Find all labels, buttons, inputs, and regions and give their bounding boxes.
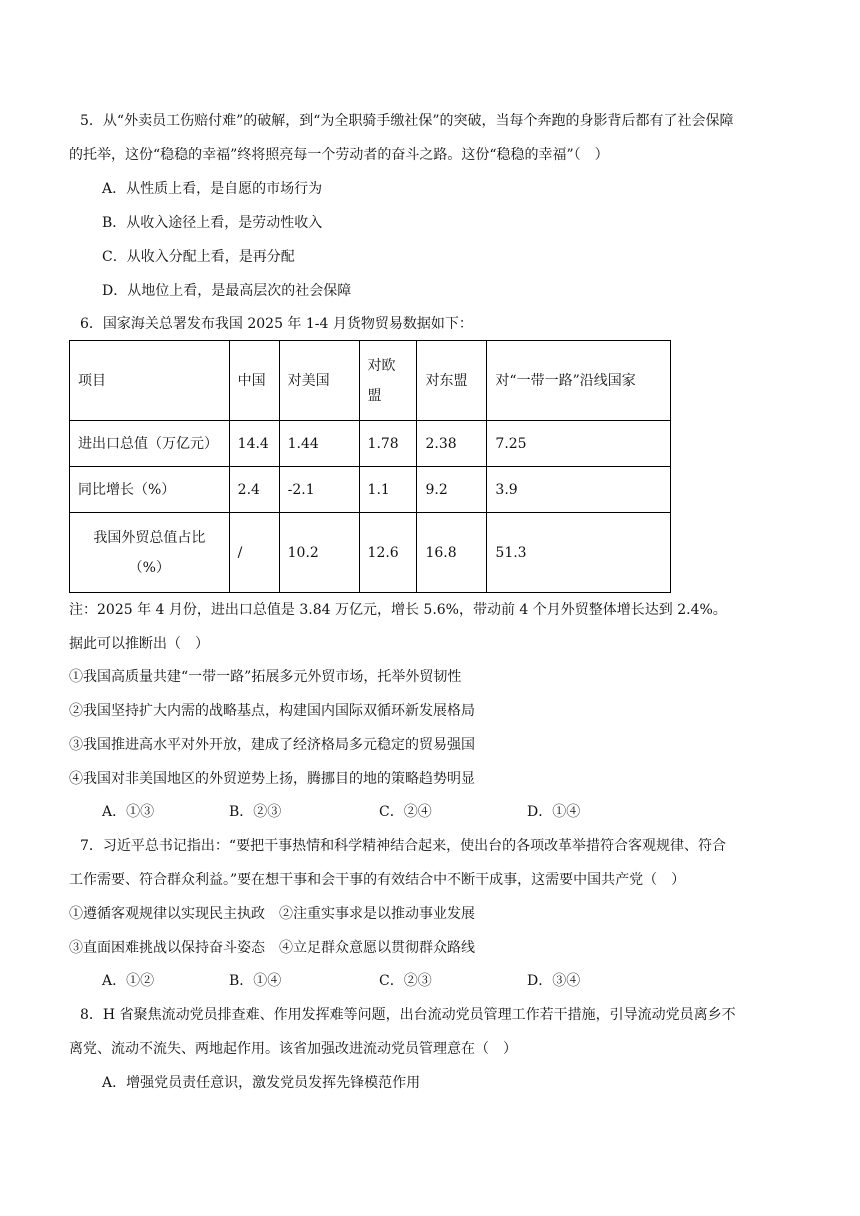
table-row xyxy=(70,467,671,513)
q5-option-a: A．从性质上看，是自愿的市场行为 xyxy=(102,181,323,197)
q5-option-b: B．从收入途径上看，是劳动性收入 xyxy=(102,215,323,231)
row2-china: 2.4 xyxy=(229,467,279,513)
header-china: 中国 xyxy=(229,341,279,421)
row1-eu: 1.78 xyxy=(359,421,417,467)
row2-belt-road: 3.9 xyxy=(487,467,671,513)
q8-option-a: A．增强党员责任意识，激发党员发挥先锋模范作用 xyxy=(102,1075,421,1091)
header-belt-road: 对“一带一路”沿线国家 xyxy=(487,341,671,421)
q6-note: 注：2025 年 4 月份，进出口总值是 3.84 万亿元，增长 5.6%，带动前 4 个月外贸整体增长达到 2.4%。 xyxy=(69,602,727,618)
q6-option-d: D．①④ xyxy=(527,804,581,820)
q6-option-a: A．①③ xyxy=(102,804,155,820)
q8-stem-line1: 8．H 省聚焦流动党员排查难、作用发挥难等问题，出台流动党员管理工作若干措施，引导流动党员离乡不 xyxy=(80,1007,736,1023)
q7-statements-row1: ①遵循客观规律以实现民主执政 ②注重实事求是以推动事业发展 xyxy=(69,906,475,922)
header-eu-line1: 对欧 xyxy=(367,357,396,374)
row1-usa: 1.44 xyxy=(279,421,359,467)
row3-asean: 16.8 xyxy=(417,513,487,593)
q6-intro: 6．国家海关总署发布我国 2025 年 1-4 月货物贸易数据如下： xyxy=(80,316,473,332)
q5-stem-line1: 5．从“外卖员工伤赔付难”的破解，到“为全职骑手缴社保”的突破，当每个奔跑的身影背后都有了社会保障 xyxy=(80,113,734,129)
row3-eu: 12.6 xyxy=(359,513,417,593)
q6-option-b: B．②③ xyxy=(229,804,282,820)
q6-statement-4: ④我国对非美国地区的外贸逆势上扬，腾挪目的地的策略趋势明显 xyxy=(69,771,475,787)
q6-statement-3: ③我国推进高水平对外开放，建成了经济格局多元稳定的贸易强国 xyxy=(69,737,475,753)
row1-belt-road: 7.25 xyxy=(487,421,671,467)
q7-statements-row2: ③直面困难挑战以保持奋斗姿态 ④立足群众意愿以贯彻群众路线 xyxy=(69,940,475,956)
row2-label: 同比增长（%） xyxy=(70,467,230,513)
row1-china: 14.4 xyxy=(229,421,279,467)
q5-option-d: D．从地位上看，是最高层次的社会保障 xyxy=(102,283,352,299)
header-eu-line2: 盟 xyxy=(367,387,382,404)
q6-question: 据此可以推断出（ ） xyxy=(69,636,209,652)
row3-label-line2: （%） xyxy=(128,559,170,576)
table-row xyxy=(70,421,671,467)
q7-stem-line1: 7．习近平总书记指出：“要把干事热情和科学精神结合起来，使出台的各项改革举措符合客观规律、符合 xyxy=(80,838,727,854)
row3-label xyxy=(70,513,230,593)
q6-statement-1: ①我国高质量共建“一带一路”拓展多元外贸市场，托举外贸韧性 xyxy=(69,669,462,685)
q5-option-c: C．从收入分配上看，是再分配 xyxy=(102,249,295,265)
row3-label-line1: 我国外贸总值占比 xyxy=(93,529,206,546)
q7-option-d: D．③④ xyxy=(527,973,581,989)
row2-eu: 1.1 xyxy=(359,467,417,513)
header-eu xyxy=(359,341,417,421)
q7-option-a: A．①② xyxy=(102,973,155,989)
q8-stem-line2: 离党、流动不流失、两地起作用。该省加强改进流动党员管理意在（ ） xyxy=(69,1041,517,1057)
row3-china: / xyxy=(229,513,279,593)
q5-stem-line2: 的托举，这份“稳稳的幸福”终将照亮每一个劳动者的奋斗之路。这份“稳稳的幸福”（ ） xyxy=(69,147,609,163)
row2-usa: -2.1 xyxy=(279,467,359,513)
row3-usa: 10.2 xyxy=(279,513,359,593)
header-asean: 对东盟 xyxy=(417,341,487,421)
trade-data-table xyxy=(69,340,671,593)
header-item: 项目 xyxy=(70,341,230,421)
table-row xyxy=(70,513,671,593)
q7-stem-line2: 工作需要、符合群众利益。”要在想干事和会干事的有效结合中不断干成事，这需要中国共产党（ ） xyxy=(69,872,686,888)
row1-asean: 2.38 xyxy=(417,421,487,467)
row1-label: 进出口总值（万亿元） xyxy=(70,421,230,467)
header-usa: 对美国 xyxy=(279,341,359,421)
row2-asean: 9.2 xyxy=(417,467,487,513)
table-header-row xyxy=(70,341,671,421)
q6-statement-2: ②我国坚持扩大内需的战略基点，构建国内国际双循环新发展格局 xyxy=(69,703,475,719)
q6-option-c: C．②④ xyxy=(379,804,432,820)
q7-option-c: C．②③ xyxy=(379,973,432,989)
q7-option-b: B．①④ xyxy=(229,973,282,989)
row3-belt-road: 51.3 xyxy=(487,513,671,593)
